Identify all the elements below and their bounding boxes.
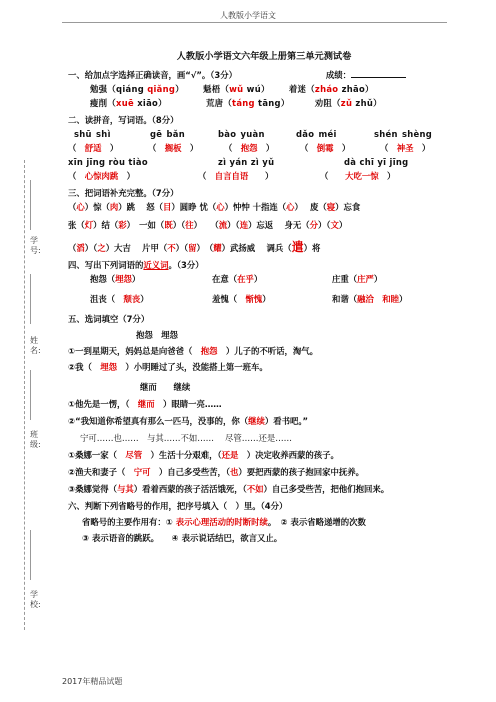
- word-kuiwu: 魁梧（wǔ wú）: [203, 84, 270, 94]
- fill-q2: ②我（ 埋怨 ）小明睡过了头，没能搭上第一班车。: [68, 362, 268, 372]
- answer: 自言自语: [214, 171, 249, 181]
- fill-q4: ②“我知道你希望真有那么一匹马，没事的，你（继续）看书吧。”: [68, 416, 309, 426]
- score-label: 成绩：: [325, 70, 352, 80]
- pinyin: gē bǎn: [150, 129, 185, 139]
- word-choices-2: 继而 继续: [140, 382, 191, 392]
- pinyin-row-2: [68, 96, 460, 110]
- exam-title: 人教版小学语文六年级上册第三单元测试卷: [176, 51, 352, 62]
- pinyin: zì yán zì yǔ: [218, 157, 275, 167]
- answer-line-2: （ 心惊肉跳 ） （ 自言自语 ） （ 大吃一惊 ）: [68, 171, 396, 181]
- fill-q6: ②渔夫和妻子（ 宁可 ）自己多受些苦，（也）要把西蒙的孩子抱回家中抚养。: [68, 467, 365, 477]
- answer: 神圣: [396, 143, 414, 153]
- idiom-line-2: 张（灯）结（彩） 一如（既）（往） （流）（连）忘返 身无（分）（文）: [68, 220, 348, 230]
- answer: 大吃一惊: [345, 171, 379, 181]
- fill-q5: ①桑娜一家（ 尽管 ）生活十分艰难，（还是 ）决定收养西蒙的孩子。: [68, 450, 339, 460]
- synonym-row-1: 抱怨（埋怨） 在意（在乎） 庄重（庄严）: [90, 274, 383, 284]
- section-3-heading: 三、把词语补充完整。（7分）: [68, 188, 179, 198]
- side-label-name: 姓名:: [30, 336, 41, 355]
- section-1-heading: [68, 68, 460, 82]
- pinyin-line-2: [68, 155, 460, 169]
- fill-q3: ①他先是一愣，（ 继而 ）眼睛一亮……: [68, 399, 222, 409]
- ellipsis-uses-1: 省略号的主要作用有：① 表示心理活动的时断时续。 ② 表示省略递增的次数: [82, 517, 366, 527]
- pinyin: dǎo méi: [296, 129, 337, 139]
- pinyin: shén shèng: [374, 129, 433, 139]
- answer-line-1: （ 舒适 ） （ 搁板 ） （ 抱怨 ） （ 倒霉 ） （ 神圣 ）: [68, 143, 431, 153]
- header-rule: [62, 22, 447, 23]
- page-footer: 2017年精品试题: [62, 677, 123, 686]
- fill-q7: ③桑娜觉得（与其）看着西蒙的孩子活活饿死，（不如）自己多受些苦，把他们抱回来。: [68, 484, 390, 494]
- ellipsis-uses-2: ③ 表示语音的跳跃。 ④ 表示说话结巴，欲言又止。: [82, 533, 283, 543]
- page-header: 人教版小学语文: [220, 11, 276, 20]
- answer: 抱怨: [240, 143, 258, 153]
- word-quanzu: 劝阻（zǔ zhǔ）: [314, 98, 382, 108]
- answer-qian: 遣: [291, 240, 304, 254]
- pinyin-line-1: [68, 127, 460, 141]
- section-4-heading: 四、写出下列词语的近义词。（3分）: [68, 260, 204, 270]
- answer: 搁板: [164, 143, 182, 153]
- side-label-school: 学校:: [30, 590, 41, 609]
- section-6-heading: 六、判断下列省略号的作用，把序号填入（ ）里。（4分）: [68, 501, 288, 511]
- word-choices-1: 抱怨 埋怨: [136, 330, 178, 340]
- word-shouxue: 瘦削（xuē xiāo）: [90, 98, 167, 108]
- word-choices-3: 宁可……也…… 与其……不如…… 尽管……还是……: [80, 433, 293, 443]
- binding-margin: [24, 160, 25, 630]
- section-2-heading: 二、读拼音，写词语。（8分）: [68, 115, 179, 125]
- answer: 倒霉: [316, 143, 334, 153]
- section-5-heading: 五、选词填空（7分）: [68, 314, 150, 324]
- idiom-line-3: （滔）（之）大吉 片甲（不）（留） （耀）武扬威 调兵（遣）将: [68, 240, 321, 254]
- pinyin: bào yuàn: [218, 129, 265, 139]
- side-line-number: [30, 180, 32, 230]
- word-mianqiang: 勉强（qiáng qiǎng）: [90, 84, 184, 94]
- pinyin: shū shì: [74, 129, 111, 139]
- answer: 舒适: [84, 143, 102, 153]
- side-label-class: 班级:: [30, 430, 41, 449]
- exam-content: [68, 50, 460, 545]
- pinyin: dà chī yī jīng: [344, 157, 409, 167]
- side-line-name: [30, 274, 32, 324]
- side-line-school: [30, 530, 32, 580]
- side-line-class: [30, 370, 32, 420]
- word-zhaomi: 着迷（zháo zhāo）: [288, 84, 374, 94]
- score-blank[interactable]: [351, 68, 406, 78]
- synonym-row-2: 沮丧（ 颓丧） 羞愧（ 惭愧） 和谐（融洽 和睦）: [90, 294, 408, 304]
- fill-q1: ①一到星期天，妈妈总是向爸爸（ 抱怨 ）儿子的不听话，淘气。: [68, 346, 318, 356]
- answer: 心惊肉跳: [84, 171, 119, 181]
- pinyin: xīn jīng ròu tiào: [68, 157, 148, 167]
- pinyin-row-1: [68, 82, 460, 96]
- idiom-line-1: （心）惊（肉）跳 怒（目）圆睁 忧（心）忡忡 十指连（心） 废（寝）忘食: [68, 202, 361, 212]
- side-label-number: 学号:: [30, 236, 41, 255]
- section-1-title: 一、给加点字选择正确读音，画“√”。（3分）: [68, 70, 237, 80]
- word-huangtang: 荒唐（táng tāng）: [205, 98, 290, 108]
